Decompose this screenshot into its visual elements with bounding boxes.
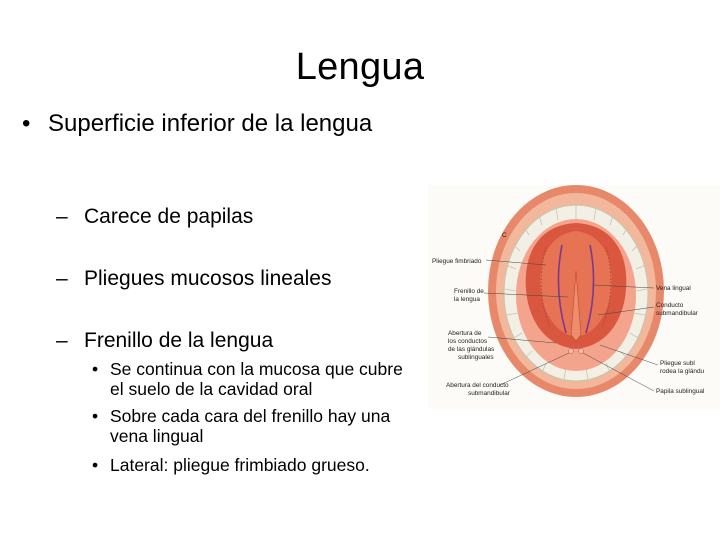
label-pliegue-fimbriado: Pliegue fimbriado bbox=[432, 258, 482, 265]
tongue-anatomy-figure bbox=[428, 185, 720, 409]
bullet-marker: • bbox=[92, 406, 99, 426]
label-conducto-1: Conducto bbox=[656, 302, 684, 309]
subitem-text: Carece de papilas bbox=[84, 205, 254, 228]
label-abertura-3: de las glándulas bbox=[448, 346, 495, 353]
label-pliegue-sub-1: Pliegue subl bbox=[660, 360, 695, 367]
label-conducto-2: submandibular bbox=[656, 310, 698, 317]
subitem-text: Frenillo de la lengua bbox=[84, 329, 274, 352]
label-pliegue-sub-2: rodea la glándu bbox=[660, 368, 705, 375]
main-bullet-text: Superficie inferior de la lengua bbox=[48, 110, 373, 137]
subsubitem-text: Sobre cada cara del frenillo hay una vena lingual bbox=[110, 406, 391, 446]
label-abertura-4: sublinguales bbox=[458, 354, 494, 361]
label-abertura-cond-1: Abertura del conducto bbox=[446, 382, 509, 389]
sublingual-papilla-left bbox=[569, 349, 574, 354]
bullet-marker: • bbox=[92, 359, 99, 379]
label-corner-letter: C bbox=[502, 232, 507, 239]
label-papila: Papila sublingual bbox=[656, 388, 705, 395]
label-vena-lingual: Vena lingual bbox=[656, 285, 691, 292]
dash-marker: – bbox=[56, 267, 68, 290]
subsubitem-text: Se continua con la mucosa que cubre el suelo de la cavidad oral bbox=[110, 359, 403, 399]
bullet-marker: • bbox=[22, 110, 31, 137]
subsubitem-text: Lateral: pliegue frimbiado grueso. bbox=[110, 455, 370, 475]
label-abertura-2: los conductos bbox=[448, 338, 488, 345]
label-frenillo-2: la lengua bbox=[454, 296, 480, 303]
bullet-marker: • bbox=[92, 455, 99, 475]
label-abertura-cond-2: submandibular bbox=[468, 390, 510, 397]
sublingual-papilla-right bbox=[579, 349, 584, 354]
label-frenillo-1: Frenillo de bbox=[454, 288, 484, 295]
tongue-anatomy-illustration bbox=[428, 185, 720, 409]
dash-marker: – bbox=[56, 329, 68, 352]
label-abertura-1: Abertura de bbox=[448, 330, 482, 337]
slide-title: Lengua bbox=[295, 46, 425, 88]
dash-marker: – bbox=[56, 205, 68, 228]
subitem-text: Pliegues mucosos lineales bbox=[84, 267, 332, 290]
